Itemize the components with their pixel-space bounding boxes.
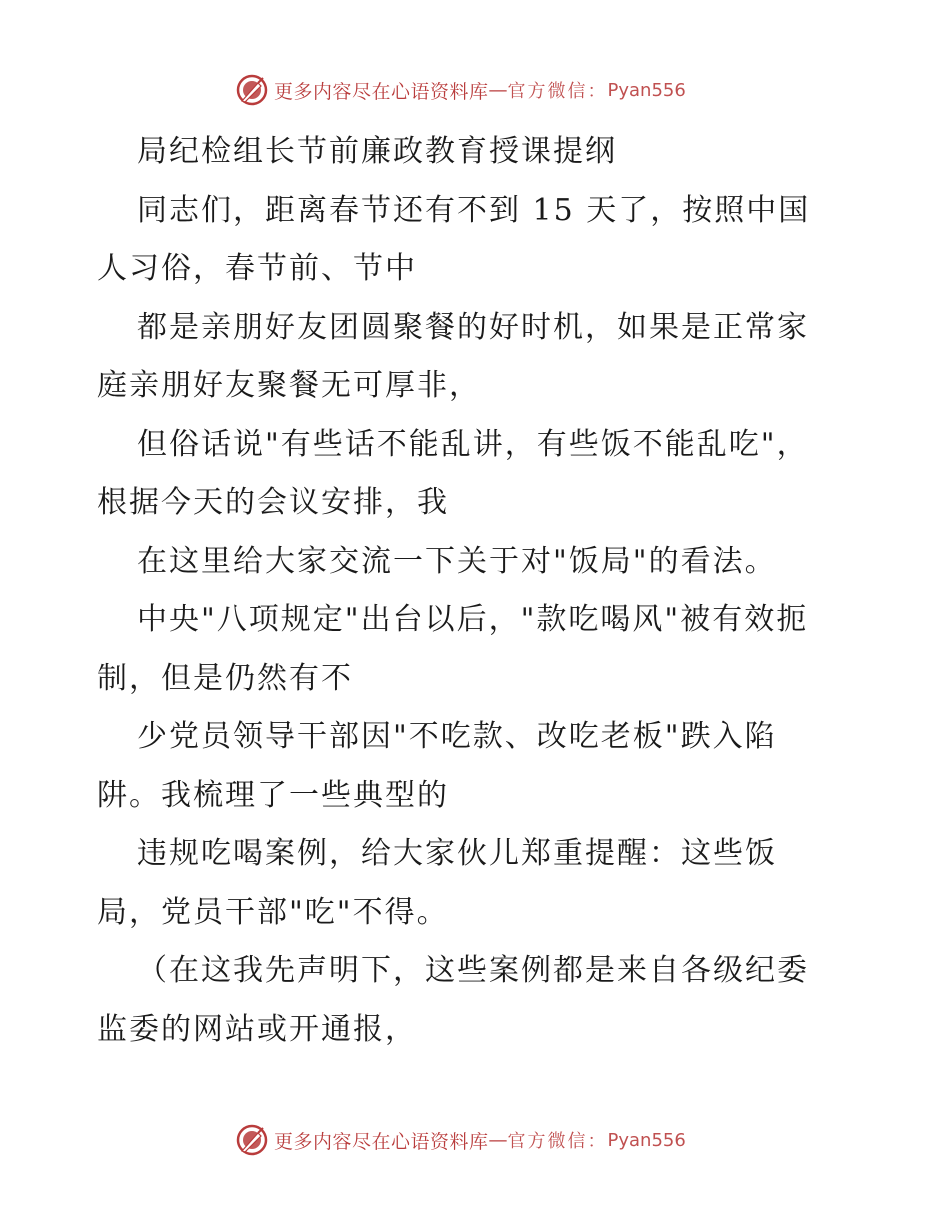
paragraph-line: 同志们，距离春节还有不到 15 天了，按照中国	[137, 192, 811, 228]
document-body	[97, 123, 857, 1059]
paragraph-line: 违规吃喝案例，给大家伙儿郑重提醒：这些饭	[137, 836, 777, 871]
watermark-wechat-label: 官方微信：	[507, 81, 608, 102]
quill-pen-icon	[236, 1124, 268, 1156]
paragraph-line: 但俗话说"有些话不能乱讲，有些饭不能乱吃"，	[137, 426, 809, 462]
watermark-brand: 更多内容尽在心语资料库	[274, 80, 489, 103]
paragraph-line: （在这我先声明下，这些案例都是来自各级纪委	[137, 953, 809, 988]
paragraph-line: 在这里给大家交流一下关于对"饭局"的看法。	[137, 543, 777, 579]
paragraph-line: 都是亲朋好友团圆聚餐的好时机，如果是正常家	[137, 309, 809, 345]
paragraph-line: 阱。我梳理了一些典型的	[97, 777, 449, 813]
paragraph-line: 庭亲朋好友聚餐无可厚非，	[97, 368, 481, 403]
footer-watermark	[236, 1124, 686, 1156]
watermark-wechat-label: 官方微信：	[507, 1131, 608, 1152]
header-watermark	[236, 74, 686, 106]
paragraph-line: 人习俗，春节前、节中	[97, 251, 417, 286]
paragraph-line: 中央"八项规定"出台以后，"款吃喝风"被有效扼	[137, 602, 809, 637]
paragraph-line: 少党员领导干部因"不吃款、改吃老板"跌入陷	[137, 719, 777, 754]
watermark-wechat-id: Pyan556	[607, 1129, 686, 1151]
paragraph-line: 监委的网站或开通报，	[97, 1011, 417, 1047]
paragraph-line: 局，党员干部"吃"不得。	[97, 894, 449, 930]
watermark-brand: 更多内容尽在心语资料库	[274, 1130, 489, 1153]
watermark-dash: —	[488, 1129, 508, 1151]
watermark-wechat-id: Pyan556	[607, 79, 686, 101]
watermark-dash: —	[488, 79, 508, 101]
document-title: 局纪检组长节前廉政教育授课提纲	[137, 134, 617, 169]
quill-pen-icon	[236, 74, 268, 106]
paragraph-line: 制，但是仍然有不	[97, 660, 353, 696]
paragraph-line: 根据今天的会议安排，我	[97, 485, 449, 520]
